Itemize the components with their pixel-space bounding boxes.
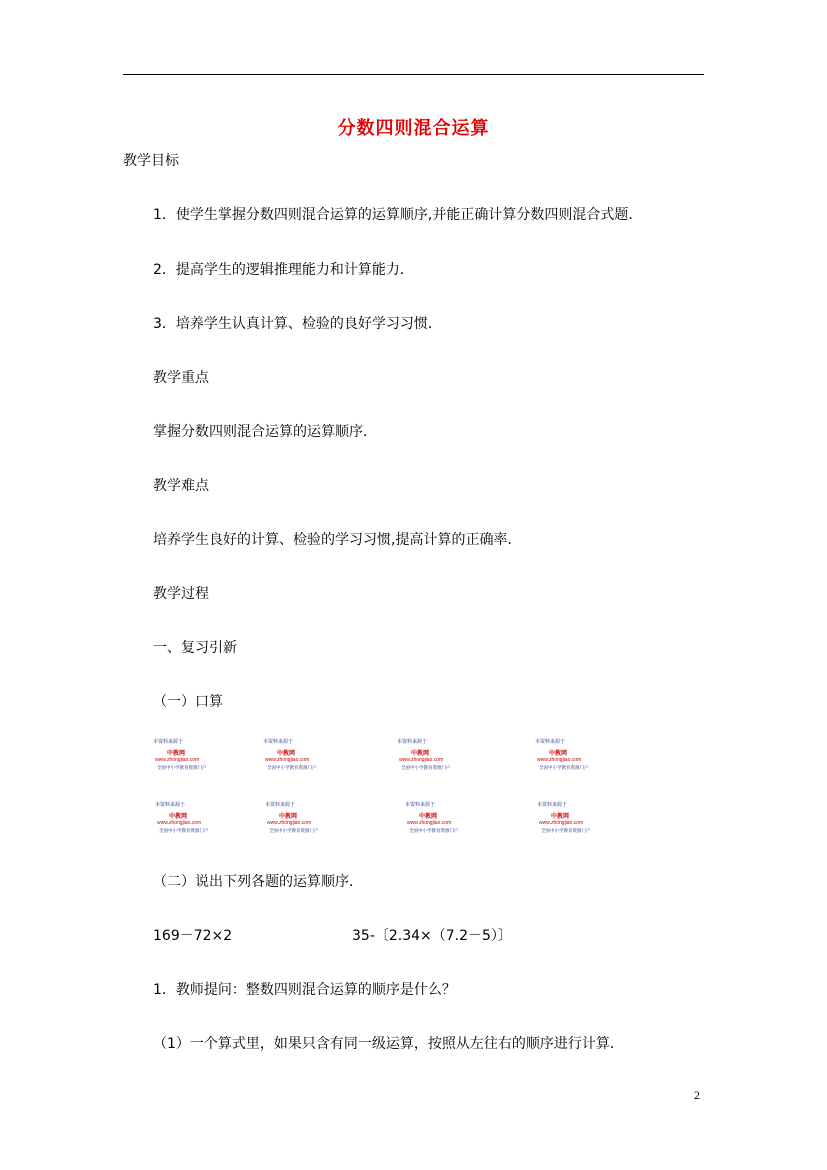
stamp-source-text: 本资料来源于: [537, 802, 568, 808]
watermark-stamp: [537, 801, 597, 845]
watermark-stamp: [153, 738, 213, 782]
subsection-oral: （一）口算: [153, 694, 223, 710]
oral-calculation-images: [150, 738, 630, 843]
watermark-stamp: [397, 738, 457, 782]
stamp-source-text: 本资料来源于: [405, 802, 436, 808]
stamp-site-name: 中教网: [169, 814, 188, 820]
stamp-url: www.zhongjiao.com: [539, 820, 584, 826]
stamp-url: www.zhongjiao.com: [537, 757, 582, 763]
stamp-tagline: 全国中小学教育资源门户: [401, 765, 451, 770]
key-points-text: 掌握分数四则混合运算的运算顺序．: [153, 424, 377, 440]
stamp-source-text: 本资料来源于: [265, 802, 296, 808]
stamp-tagline: 全国中小学教育资源门户: [409, 828, 459, 833]
objective-3: 3．培养学生认真计算、检验的良好学习习惯．: [153, 316, 442, 332]
stamp-source-text: 本资料来源于: [155, 802, 186, 808]
expression-2: 35-〔2.34×（7.2－5）〕: [352, 928, 512, 944]
difficulty-heading: 教学难点: [153, 478, 209, 494]
stamp-site-name: 中教网: [419, 814, 438, 820]
watermark-stamp: [405, 801, 465, 845]
header-rule: [123, 74, 704, 75]
subsection-order: （二）说出下列各题的运算顺序．: [153, 874, 363, 890]
answer-rule-1: （1）一个算式里，如果只含有同一级运算，按照从左往右的顺序进行计算．: [153, 1036, 624, 1052]
stamp-tagline: 全国中小学教育资源门户: [541, 828, 591, 833]
objectives-heading: 教学目标: [123, 153, 179, 169]
stamp-url: www.zhongjiao.com: [399, 757, 444, 763]
stamp-source-text: 本资料来源于: [535, 739, 566, 745]
stamp-url: www.zhongjiao.com: [267, 820, 312, 826]
stamp-tagline: 全国中小学教育资源门户: [269, 828, 319, 833]
section-review: 一、复习引新: [153, 640, 237, 656]
stamp-tagline: 全国中小学教育资源门户: [157, 765, 207, 770]
stamp-site-name: 中教网: [549, 751, 568, 757]
stamp-tagline: 全国中小学教育资源门户: [539, 765, 589, 770]
page-number: 2: [694, 1088, 700, 1102]
watermark-stamp: [535, 738, 595, 782]
teacher-question: 1．教师提问：整数四则混合运算的顺序是什么？: [153, 982, 456, 998]
difficulty-text: 培养学生良好的计算、检验的学习习惯,提高计算的正确率．: [153, 532, 522, 548]
watermark-stamp: [263, 738, 323, 782]
watermark-stamp: [155, 801, 215, 845]
objective-2: 2．提高学生的逻辑推理能力和计算能力．: [153, 262, 414, 278]
stamp-url: www.zhongjiao.com: [407, 820, 452, 826]
stamp-tagline: 全国中小学教育资源门户: [159, 828, 209, 833]
stamp-site-name: 中教网: [279, 814, 298, 820]
stamp-site-name: 中教网: [167, 751, 186, 757]
stamp-source-text: 本资料来源于: [153, 739, 184, 745]
stamp-site-name: 中教网: [411, 751, 430, 757]
stamp-source-text: 本资料来源于: [263, 739, 294, 745]
stamp-source-text: 本资料来源于: [397, 739, 428, 745]
document-title: 分数四则混合运算: [337, 118, 490, 139]
watermark-stamp: [265, 801, 325, 845]
expression-1: 169－72×2: [153, 928, 233, 944]
stamp-site-name: 中教网: [551, 814, 570, 820]
objective-1: 1．使学生掌握分数四则混合运算的运算顺序,并能正确计算分数四则混合式题．: [153, 207, 643, 223]
process-heading: 教学过程: [153, 586, 209, 602]
stamp-url: www.zhongjiao.com: [155, 757, 200, 763]
stamp-site-name: 中教网: [277, 751, 296, 757]
stamp-url: www.zhongjiao.com: [157, 820, 202, 826]
stamp-tagline: 全国中小学教育资源门户: [267, 765, 317, 770]
stamp-url: www.zhongjiao.com: [265, 757, 310, 763]
key-points-heading: 教学重点: [153, 370, 209, 386]
